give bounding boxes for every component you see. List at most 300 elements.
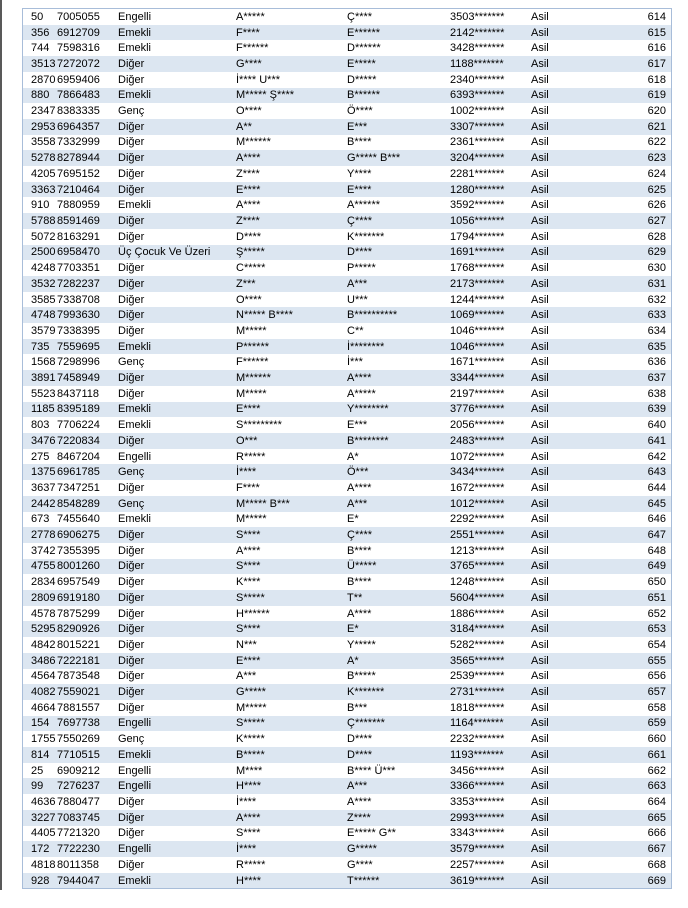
masked-last-name-cell: Ç*******	[347, 717, 385, 730]
table-row[interactable]	[23, 9, 671, 25]
table-row[interactable]	[23, 700, 671, 716]
registration-no-cell: 8591469	[57, 214, 100, 227]
member-id-cell: 2809	[31, 591, 56, 604]
masked-first-name-cell: A****	[236, 811, 261, 824]
table-row[interactable]	[23, 56, 671, 72]
table-row[interactable]	[23, 669, 671, 685]
masked-first-name-cell: G****	[236, 57, 262, 70]
table-row[interactable]	[23, 417, 671, 433]
masked-last-name-cell: G*****	[347, 843, 377, 856]
masked-id-number-cell: 2232*******	[450, 733, 505, 746]
row-number-cell: 641	[647, 434, 666, 447]
table-row[interactable]	[23, 747, 671, 763]
masked-last-name-cell: B****	[347, 136, 372, 149]
status-cell: Asil	[531, 827, 549, 840]
table-row[interactable]	[23, 213, 671, 229]
member-id-cell: 1375	[31, 466, 56, 479]
masked-first-name-cell: E****	[236, 654, 261, 667]
masked-last-name-cell: B*****	[347, 670, 376, 683]
registration-no-cell: 7559695	[57, 340, 100, 353]
masked-id-number-cell: 1046*******	[450, 324, 505, 337]
category-cell: Diğer	[118, 858, 145, 871]
masked-last-name-cell: A******	[347, 199, 381, 212]
masked-last-name-cell: A***	[347, 780, 368, 793]
table-row[interactable]	[23, 229, 671, 245]
masked-last-name-cell: Ü*****	[347, 560, 377, 573]
status-cell: Asil	[531, 230, 549, 243]
member-id-cell: 3579	[31, 324, 56, 337]
masked-id-number-cell: 1672*******	[450, 481, 505, 494]
table-row[interactable]	[23, 637, 671, 653]
row-number-cell: 646	[647, 513, 666, 526]
registration-no-cell: 7703351	[57, 262, 100, 275]
registration-no-cell: 7866483	[57, 89, 100, 102]
masked-id-number-cell: 2173*******	[450, 277, 505, 290]
category-cell: Diğer	[118, 638, 145, 651]
masked-first-name-cell: F****	[236, 481, 260, 494]
member-id-cell: 1568	[31, 356, 56, 369]
masked-last-name-cell: P*****	[347, 262, 376, 275]
member-id-cell: 4405	[31, 827, 56, 840]
registration-no-cell: 7338708	[57, 293, 100, 306]
masked-first-name-cell: R*****	[236, 858, 266, 871]
registration-no-cell: 7881557	[57, 701, 100, 714]
registration-no-cell: 6959406	[57, 73, 100, 86]
masked-id-number-cell: 3366*******	[450, 780, 505, 793]
status-cell: Asil	[531, 654, 549, 667]
row-number-cell: 652	[647, 607, 666, 620]
masked-id-number-cell: 2993*******	[450, 811, 505, 824]
status-cell: Asil	[531, 26, 549, 39]
table-row[interactable]	[23, 857, 671, 873]
registration-no-cell: 6919180	[57, 591, 100, 604]
status-cell: Asil	[531, 874, 549, 887]
masked-id-number-cell: 1164*******	[450, 717, 504, 730]
table-row[interactable]	[23, 292, 671, 308]
category-cell: Diğer	[118, 262, 145, 275]
table-row[interactable]	[23, 150, 671, 166]
row-number-cell: 662	[647, 764, 666, 777]
row-number-cell: 663	[647, 780, 666, 793]
row-number-cell: 625	[647, 183, 666, 196]
status-cell: Asil	[531, 340, 549, 353]
status-cell: Asil	[531, 214, 549, 227]
member-id-cell: 3742	[31, 544, 56, 557]
table-row[interactable]	[23, 433, 671, 449]
status-cell: Asil	[531, 686, 549, 699]
category-cell: Engelli	[118, 10, 152, 23]
category-cell: Diğer	[118, 73, 145, 86]
masked-first-name-cell: M******	[236, 136, 271, 149]
table-row[interactable]	[23, 559, 671, 575]
masked-last-name-cell: T**	[347, 591, 363, 604]
row-number-cell: 640	[647, 419, 666, 432]
masked-first-name-cell: M*****	[236, 387, 267, 400]
table-row[interactable]	[23, 794, 671, 810]
masked-last-name-cell: D*****	[347, 73, 377, 86]
masked-first-name-cell: F******	[236, 356, 269, 369]
masked-last-name-cell: D****	[347, 246, 373, 259]
table-row[interactable]	[23, 25, 671, 41]
status-cell: Asil	[531, 513, 549, 526]
row-number-cell: 619	[647, 89, 666, 102]
masked-first-name-cell: K*****	[236, 733, 265, 746]
table-row[interactable]	[23, 72, 671, 88]
masked-first-name-cell: O****	[236, 105, 262, 118]
masked-first-name-cell: E****	[236, 403, 261, 416]
table-row[interactable]	[23, 873, 671, 889]
row-number-cell: 626	[647, 199, 666, 212]
masked-last-name-cell: B******	[347, 89, 381, 102]
member-id-cell: 5523	[31, 387, 56, 400]
member-id-cell: 4205	[31, 167, 56, 180]
status-cell: Asil	[531, 152, 549, 165]
table-row[interactable]	[23, 339, 671, 355]
table-row[interactable]	[23, 606, 671, 622]
row-number-cell: 656	[647, 670, 666, 683]
masked-id-number-cell: 3434*******	[450, 466, 505, 479]
table-row[interactable]	[23, 402, 671, 418]
registration-no-cell: 7880477	[57, 796, 100, 808]
table-row[interactable]	[23, 182, 671, 198]
masked-last-name-cell: U***	[347, 293, 368, 306]
category-cell: Emekli	[118, 26, 152, 39]
masked-first-name-cell: Z****	[236, 214, 260, 227]
table-row[interactable]	[23, 88, 671, 104]
window-left-edge	[0, 0, 2, 890]
masked-id-number-cell: 1248*******	[450, 576, 505, 589]
masked-last-name-cell: B***	[347, 701, 368, 714]
masked-id-number-cell: 2361*******	[450, 136, 505, 149]
row-number-cell: 666	[647, 827, 666, 840]
row-number-cell: 650	[647, 576, 666, 589]
masked-id-number-cell: 1046*******	[450, 340, 505, 353]
registration-no-cell: 6906275	[57, 529, 100, 542]
registration-no-cell: 7220834	[57, 434, 100, 447]
row-number-cell: 633	[647, 309, 666, 322]
masked-last-name-cell: Ç****	[347, 10, 373, 23]
category-cell: Diğer	[118, 654, 145, 667]
category-cell: Diğer	[118, 136, 145, 149]
masked-first-name-cell: F******	[236, 42, 269, 55]
masked-id-number-cell: 5604*******	[450, 591, 505, 604]
masked-first-name-cell: A**	[236, 120, 252, 133]
category-cell: Genç	[118, 105, 145, 118]
masked-last-name-cell: A****	[347, 481, 372, 494]
status-cell: Asil	[531, 670, 549, 683]
table-row[interactable]	[23, 135, 671, 151]
row-number-cell: 651	[647, 591, 666, 604]
table-row[interactable]	[23, 119, 671, 135]
category-cell: Diğer	[118, 183, 145, 196]
registration-no-cell: 8011358	[57, 858, 100, 871]
table-row[interactable]	[23, 512, 671, 528]
row-number-cell: 632	[647, 293, 666, 306]
member-id-cell: 99	[31, 780, 44, 793]
masked-last-name-cell: B****	[347, 576, 372, 589]
masked-id-number-cell: 3592*******	[450, 199, 505, 212]
masked-id-number-cell: 1069*******	[450, 309, 505, 322]
masked-last-name-cell: Z****	[347, 811, 371, 824]
masked-id-number-cell: 1691*******	[450, 246, 505, 259]
table-row[interactable]	[23, 323, 671, 339]
table-row[interactable]	[23, 684, 671, 700]
member-id-cell: 4748	[31, 309, 56, 322]
table-row[interactable]	[23, 245, 671, 261]
masked-id-number-cell: 2340*******	[450, 73, 505, 86]
table-row[interactable]	[23, 810, 671, 826]
status-cell: Asil	[531, 309, 549, 322]
masked-last-name-cell: E******	[347, 26, 381, 39]
masked-first-name-cell: M*****	[236, 513, 267, 526]
member-id-cell: 3891	[31, 372, 56, 385]
category-cell: Diğer	[118, 434, 145, 447]
status-cell: Asil	[531, 356, 549, 369]
table-row[interactable]	[23, 527, 671, 543]
masked-first-name-cell: S****	[236, 827, 261, 840]
masked-id-number-cell: 3565*******	[450, 654, 505, 667]
registration-no-cell: 7332999	[57, 136, 100, 149]
registration-no-cell: 7222181	[57, 654, 100, 667]
category-cell: Diğer	[118, 591, 145, 604]
category-cell: Diğer	[118, 686, 145, 699]
masked-last-name-cell: Ö****	[347, 105, 373, 118]
table-row[interactable]	[23, 449, 671, 465]
member-id-cell: 814	[31, 748, 50, 761]
masked-last-name-cell: İ********	[347, 340, 385, 353]
row-number-cell: 638	[647, 387, 666, 400]
row-number-cell: 658	[647, 701, 666, 714]
table-row[interactable]	[23, 276, 671, 292]
category-cell: Engelli	[118, 450, 152, 463]
registration-no-cell: 7083745	[57, 811, 100, 824]
masked-first-name-cell: G*****	[236, 686, 266, 699]
table-row[interactable]	[23, 480, 671, 496]
category-cell: Engelli	[118, 780, 152, 793]
masked-first-name-cell: Ş*****	[236, 246, 265, 259]
table-row[interactable]	[23, 307, 671, 323]
table-row[interactable]	[23, 197, 671, 213]
table-row[interactable]	[23, 574, 671, 590]
registration-no-cell: 6958470	[57, 246, 100, 259]
registration-no-cell: 8163291	[57, 230, 100, 243]
masked-id-number-cell: 1794*******	[450, 230, 505, 243]
masked-last-name-cell: K*******	[347, 686, 385, 699]
category-cell: Engelli	[118, 717, 152, 730]
category-cell: Diğer	[118, 57, 145, 70]
masked-first-name-cell: C*****	[236, 262, 266, 275]
status-cell: Asil	[531, 780, 549, 793]
row-number-cell: 645	[647, 497, 666, 510]
table-row[interactable]	[23, 103, 671, 119]
masked-id-number-cell: 1768*******	[450, 262, 505, 275]
masked-id-number-cell: 3344*******	[450, 372, 505, 385]
masked-id-number-cell: 2056*******	[450, 419, 505, 432]
category-cell: Üç Çocuk Ve Üzeri	[118, 246, 211, 259]
row-number-cell: 615	[647, 26, 666, 39]
member-id-cell: 3585	[31, 293, 56, 306]
table-row[interactable]	[23, 590, 671, 606]
member-id-cell: 4664	[31, 701, 56, 714]
masked-last-name-cell: E****	[347, 183, 372, 196]
category-cell: Emekli	[118, 513, 152, 526]
masked-first-name-cell: S*********	[236, 419, 282, 432]
registration-no-cell: 7559021	[57, 686, 100, 699]
member-id-cell: 2442	[31, 497, 56, 510]
member-id-cell: 4578	[31, 607, 56, 620]
table-row[interactable]	[23, 543, 671, 559]
row-number-cell: 665	[647, 811, 666, 824]
masked-last-name-cell: A*	[347, 450, 359, 463]
category-cell: Diğer	[118, 576, 145, 589]
status-cell: Asil	[531, 403, 549, 416]
row-number-cell: 660	[647, 733, 666, 746]
masked-first-name-cell: A*****	[236, 10, 265, 23]
table-row[interactable]	[23, 763, 671, 779]
status-cell: Asil	[531, 497, 549, 510]
row-number-cell: 643	[647, 466, 666, 479]
row-number-cell: 622	[647, 136, 666, 149]
member-id-cell: 2870	[31, 73, 56, 86]
category-cell: Diğer	[118, 277, 145, 290]
table-row[interactable]	[23, 370, 671, 386]
registration-no-cell: 7697738	[57, 717, 100, 730]
registration-no-cell: 7550269	[57, 733, 100, 746]
masked-last-name-cell: E*	[347, 513, 359, 526]
masked-last-name-cell: E***** G**	[347, 827, 396, 840]
table-row[interactable]	[23, 464, 671, 480]
masked-id-number-cell: 3343*******	[450, 827, 505, 840]
masked-last-name-cell: B**** Ü***	[347, 764, 396, 777]
table-row[interactable]	[23, 354, 671, 370]
masked-last-name-cell: Y********	[347, 403, 389, 416]
category-cell: Diğer	[118, 230, 145, 243]
member-id-cell: 4755	[31, 560, 56, 573]
masked-first-name-cell: İ****	[236, 843, 257, 856]
masked-id-number-cell: 1193*******	[450, 748, 504, 761]
status-cell: Asil	[531, 10, 549, 23]
masked-first-name-cell: İ**** U***	[236, 73, 281, 86]
row-number-cell: 649	[647, 560, 666, 573]
registration-no-cell: 7210464	[57, 183, 100, 196]
table-row[interactable]	[23, 841, 671, 857]
table-row[interactable]	[23, 496, 671, 512]
masked-first-name-cell: S****	[236, 529, 261, 542]
masked-first-name-cell: S*****	[236, 591, 265, 604]
table-row[interactable]	[23, 621, 671, 637]
category-cell: Emekli	[118, 199, 152, 212]
row-number-cell: 664	[647, 796, 666, 808]
status-cell: Asil	[531, 623, 549, 636]
masked-last-name-cell: G***** B***	[347, 152, 401, 165]
masked-first-name-cell: M*****	[236, 324, 267, 337]
category-cell: Diğer	[118, 481, 145, 494]
masked-last-name-cell: C**	[347, 324, 364, 337]
masked-first-name-cell: F****	[236, 26, 260, 39]
masked-id-number-cell: 3184*******	[450, 623, 505, 636]
registration-no-cell: 7722230	[57, 843, 100, 856]
category-cell: Diğer	[118, 544, 145, 557]
row-number-cell: 667	[647, 843, 666, 856]
member-id-cell: 2953	[31, 120, 56, 133]
row-number-cell: 642	[647, 450, 666, 463]
table-row[interactable]	[23, 731, 671, 747]
masked-first-name-cell: M***** B***	[236, 497, 290, 510]
status-cell: Asil	[531, 120, 549, 133]
registration-no-cell: 8015221	[57, 638, 100, 651]
table-row[interactable]	[23, 40, 671, 56]
row-number-cell: 617	[647, 57, 666, 70]
masked-first-name-cell: A***	[236, 670, 257, 683]
category-cell: Diğer	[118, 387, 145, 400]
masked-id-number-cell: 3765*******	[450, 560, 505, 573]
status-cell: Asil	[531, 105, 549, 118]
table-row[interactable]	[23, 260, 671, 276]
masked-id-number-cell: 1280*******	[450, 183, 505, 196]
registration-no-cell: 7298996	[57, 356, 100, 369]
status-cell: Asil	[531, 57, 549, 70]
status-cell: Asil	[531, 733, 549, 746]
row-number-cell: 621	[647, 120, 666, 133]
category-cell: Diğer	[118, 152, 145, 165]
member-id-cell: 4248	[31, 262, 56, 275]
masked-id-number-cell: 1072*******	[450, 450, 505, 463]
table-row[interactable]	[23, 716, 671, 732]
category-cell: Diğer	[118, 293, 145, 306]
table-row[interactable]	[23, 826, 671, 842]
table-row[interactable]	[23, 778, 671, 794]
masked-first-name-cell: M****	[236, 764, 263, 777]
masked-id-number-cell: 1244*******	[450, 293, 505, 306]
registration-no-cell: 7880959	[57, 199, 100, 212]
masked-id-number-cell: 2539*******	[450, 670, 505, 683]
masked-first-name-cell: İ****	[236, 796, 257, 808]
masked-first-name-cell: Z***	[236, 277, 256, 290]
member-id-cell: 356	[31, 26, 50, 39]
category-cell: Emekli	[118, 419, 152, 432]
member-id-cell: 275	[31, 450, 50, 463]
registration-no-cell: 6964357	[57, 120, 100, 133]
category-cell: Diğer	[118, 120, 145, 133]
masked-last-name-cell: D******	[347, 42, 381, 55]
category-cell: Diğer	[118, 560, 145, 573]
registration-no-cell: 8290926	[57, 623, 100, 636]
registration-no-cell: 8467204	[57, 450, 100, 463]
registration-no-cell: 7338395	[57, 324, 100, 337]
table-row[interactable]	[23, 653, 671, 669]
registration-no-cell: 8395189	[57, 403, 100, 416]
masked-id-number-cell: 2551*******	[450, 529, 505, 542]
masked-first-name-cell: S****	[236, 623, 261, 636]
member-id-cell: 3476	[31, 434, 56, 447]
table-row[interactable]	[23, 166, 671, 182]
status-cell: Asil	[531, 481, 549, 494]
masked-id-number-cell: 2142*******	[450, 26, 505, 39]
member-id-cell: 2347	[31, 105, 56, 118]
masked-first-name-cell: N***	[236, 638, 257, 651]
masked-id-number-cell: 2257*******	[450, 858, 505, 871]
member-id-cell: 4082	[31, 686, 56, 699]
masked-first-name-cell: A****	[236, 152, 261, 165]
registration-no-cell: 7721320	[57, 827, 100, 840]
member-id-cell: 3532	[31, 277, 56, 290]
table-row[interactable]	[23, 386, 671, 402]
masked-last-name-cell: A****	[347, 607, 372, 620]
registration-no-cell: 6912709	[57, 26, 100, 39]
masked-first-name-cell: Z****	[236, 167, 260, 180]
member-id-cell: 3558	[31, 136, 56, 149]
registration-no-cell: 8383335	[57, 105, 100, 118]
